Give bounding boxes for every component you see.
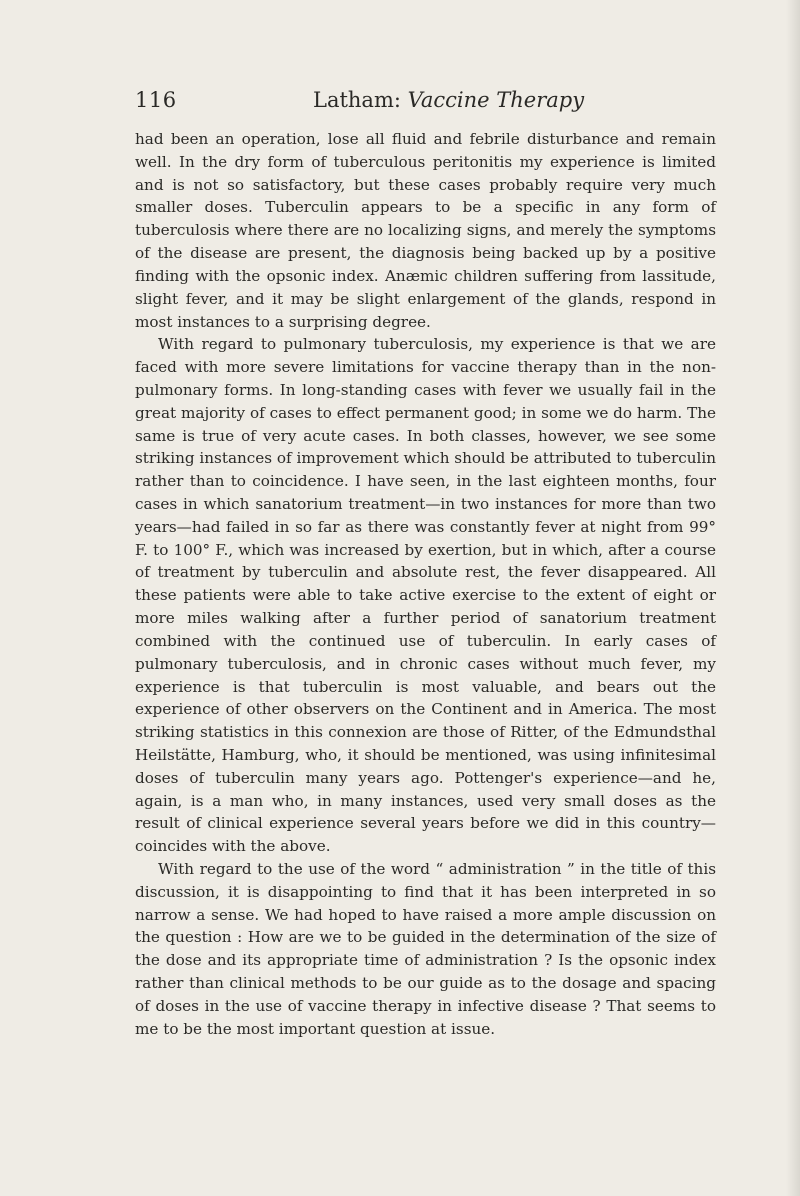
page-edge-shadow [786,0,800,1196]
page-number: 116 [135,88,177,112]
body-text [135,128,716,1041]
page-header [135,88,715,118]
paragraph-administration: With regard to the use of the word “ administration ” in the title of this discussion, it is disappointing to find that it has been interpreted in so narrow a sense. We had hoped to have raised a more ample discussion on the question : How are we to be guided in the determination of the size of the dose and its appropriate time of administration ? Is the opsonic index rather than clinical methods to be our guide as to the dosage and spacing of doses in the use of vaccine therapy in infective disease ? That seems to me to be the most important question at issue. [135,860,716,1038]
paragraph-pulmonary-tuberculosis: With regard to pulmonary tuberculosis, my experience is that we are faced with more severe limitations for vaccine therapy than in the non-pulmonary forms. In long-standing cases with fever we usually fail in the great majority of cases to effect permanent good; in some we do harm. The same is true of very acute cases. In both classes, however, we see some striking instances of improvement which should be attributed to tuberculin rather than to coincidence. I have seen, in the last eighteen months, four cases in which sanatorium treatment—in two instances for more than two years—had failed in so far as there was constantly fever at night from 99° F. to 100° F., which was increased by exertion, but in which, after a course of treatment by tuberculin and absolute rest, the fever disappeared. All these patients were able to take active exercise to the extent of eight or more miles walking after a further period of sanatorium treatment combined with the continued use of tuberculin. In early cases of pulmonary tuberculosis, and in chronic cases without much fever, my experience is that tuberculin is most valuable, and bears out the experience of other observers on the Continent and in America. The most striking statistics in this connexion are those of Ritter, of the Edmundsthal Heilstätte, Hamburg, who, it should be mentioned, was using infinitesimal doses of tuberculin many years ago. Pottenger's experience—and he, again, is a man who, in many instances, used very small doses as the result of clinical experience several years before we did in this country—coincides with the above. [135,335,716,856]
paragraph-continuation: had been an operation, lose all fluid and febrile disturbance and remain well. In the dry form of tuberculous peritonitis my experience is limited and is not so satisfactory, but these cases probably require very much smaller doses. Tuberculin appears to be a specific in any form of tuberculosis where there are no localizing signs, and merely the symptoms of the disease are present, the diagnosis being backed up by a positive finding with the opsonic index. Anæmic children suffering from lassitude, slight fever, and it may be slight enlargement of the glands, respond in most instances to a surprising degree. [135,130,716,331]
running-head-title: Vaccine Therapy [407,88,585,112]
running-head-author: Latham: [313,88,401,112]
running-head [313,88,584,112]
